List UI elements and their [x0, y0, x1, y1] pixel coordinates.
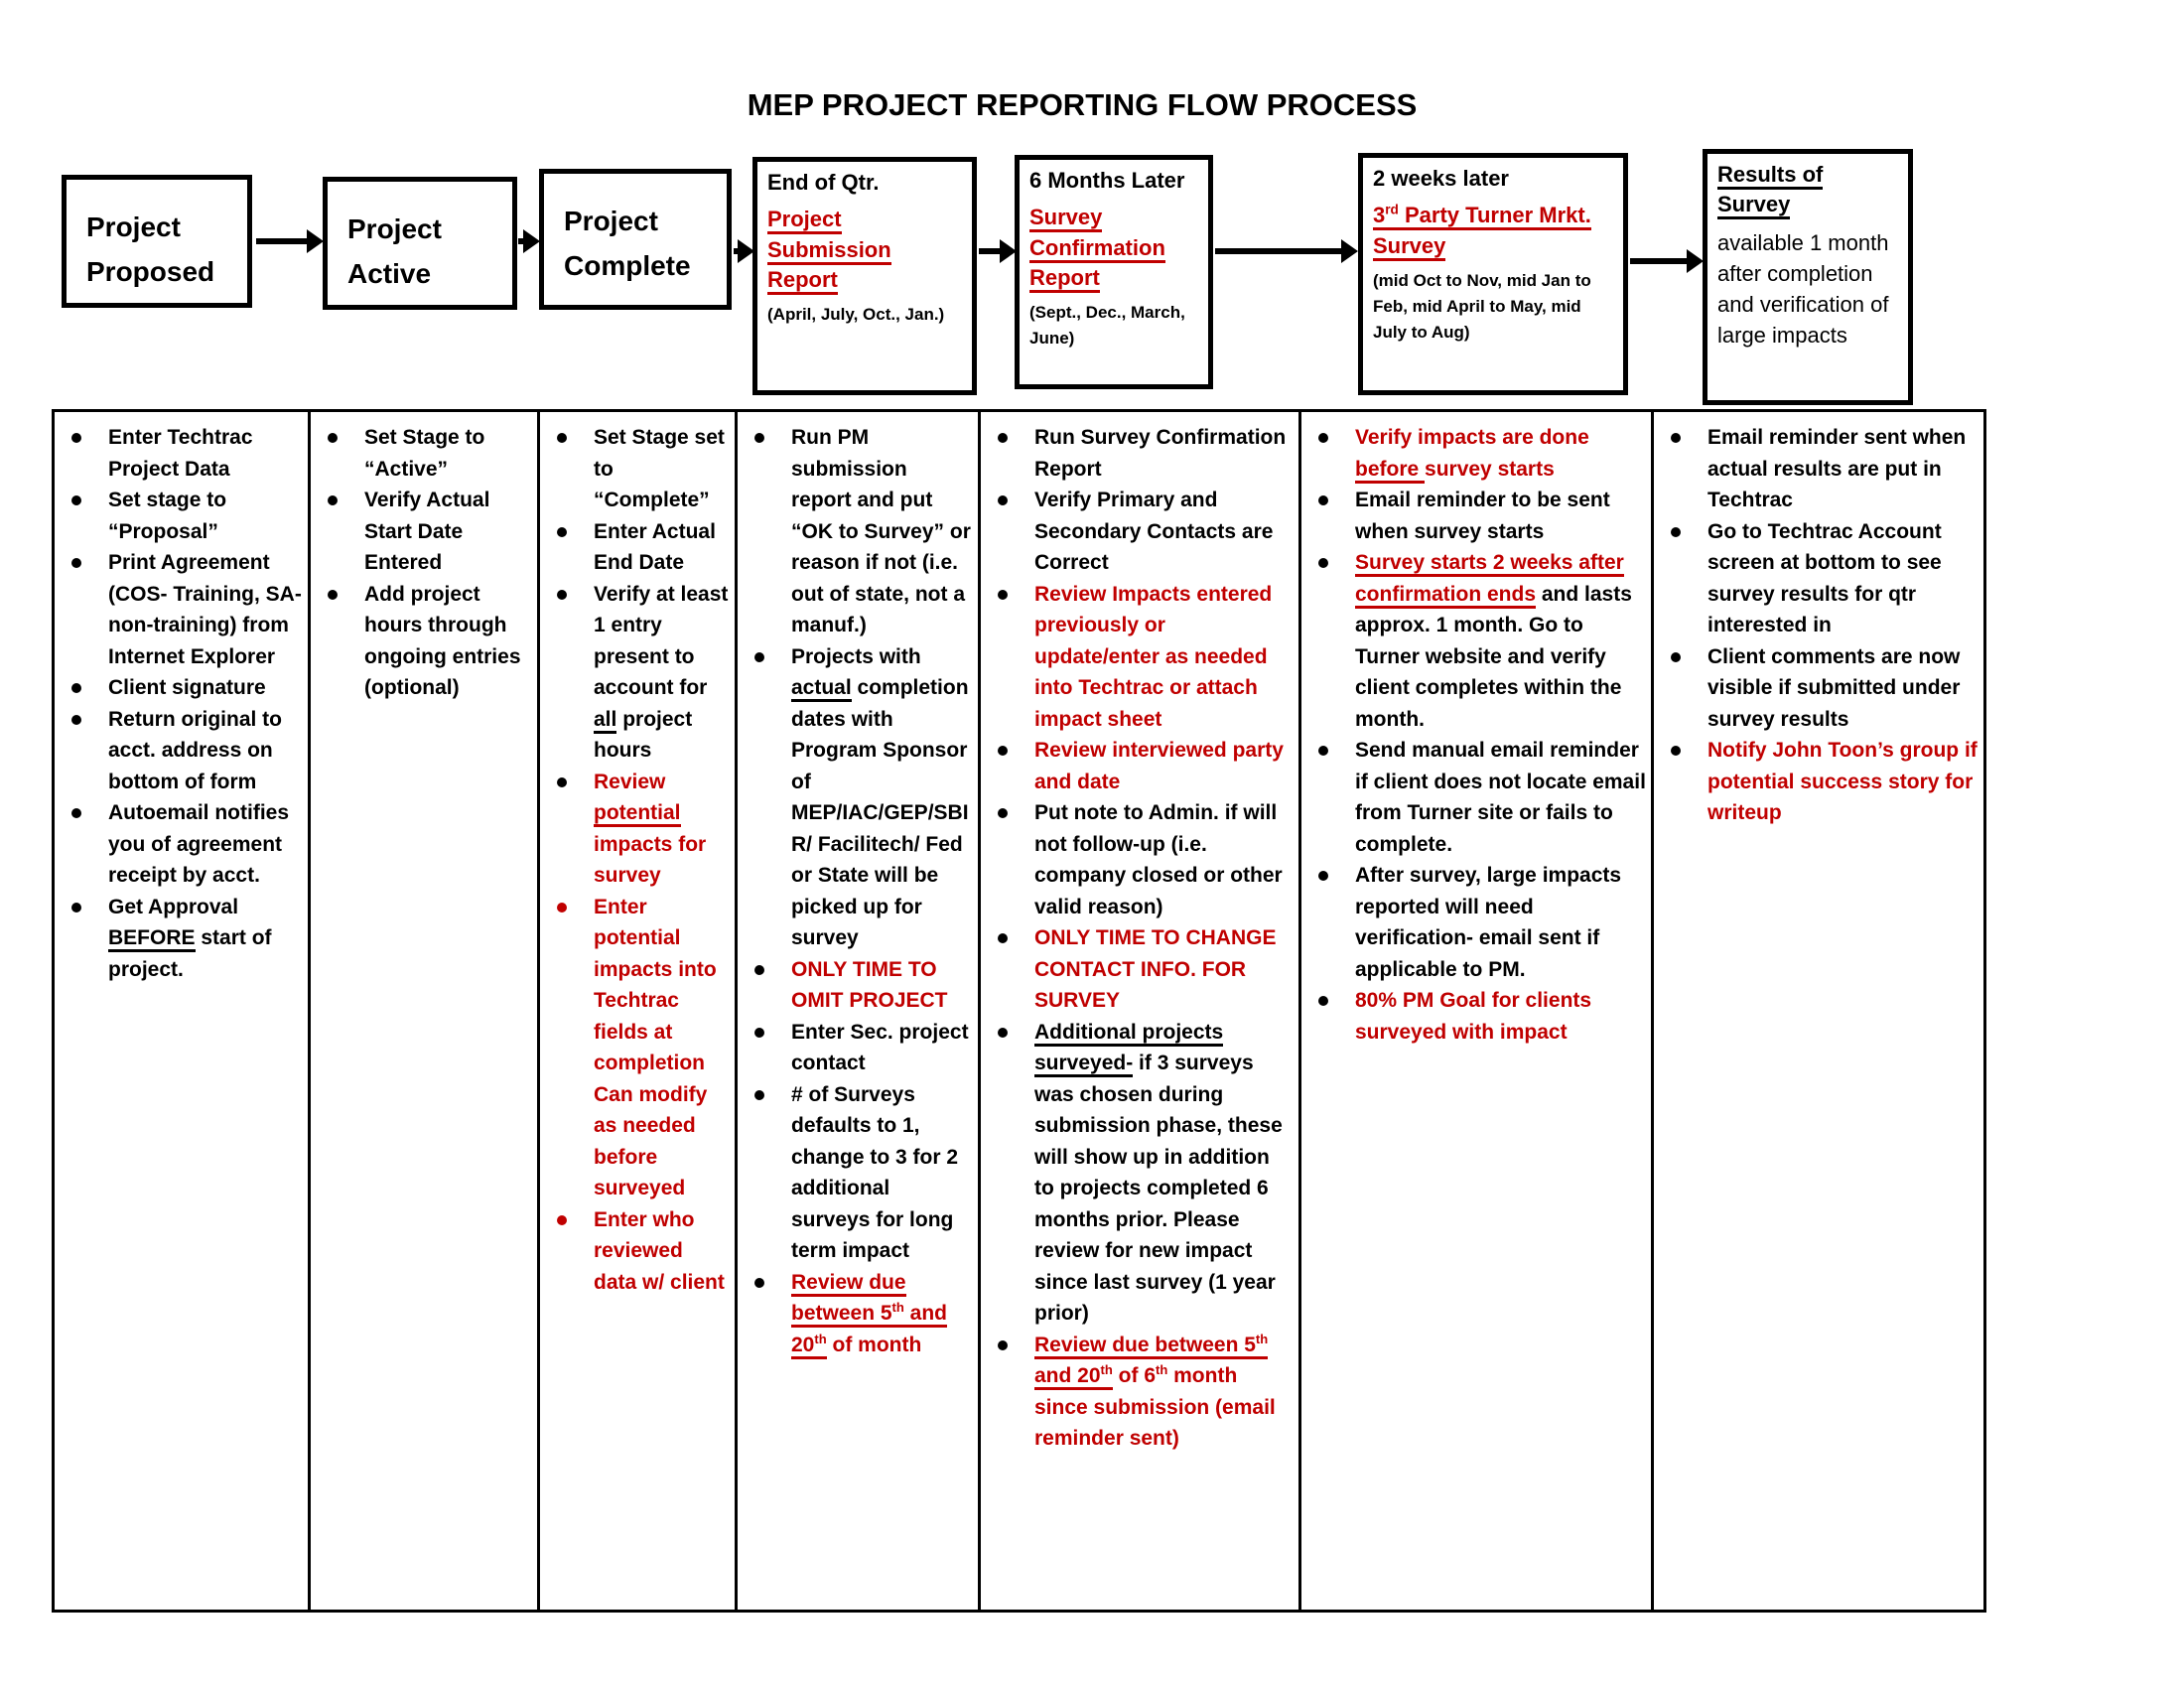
- bullet-text: ONLY TIME TO CHANGE CONTACT INFO. FOR SURVEY: [1034, 926, 1277, 1012]
- bullet-item: [981, 922, 1298, 1017]
- page-title: MEP PROJECT REPORTING FLOW PROCESS: [747, 87, 1418, 122]
- bullet-text: Survey starts 2 weeks after confirmation ends and lasts approx. 1 month. Go to Turner website and verify client completes within the month.: [1355, 551, 1632, 731]
- bullet-text: Run Survey Confirmation Report: [1034, 426, 1287, 481]
- bullet-marker: [754, 433, 764, 443]
- flow-box-project-proposed: [62, 175, 252, 308]
- bullet-item: [55, 672, 308, 704]
- bullet-marker: [328, 590, 338, 600]
- flow-arrow-6: [1630, 258, 1688, 264]
- bullet-marker: [328, 495, 338, 505]
- box-line: 3rd Party Turner Mrkt. Survey: [1373, 201, 1613, 261]
- box-line: (April, July, Oct., Jan.): [767, 305, 945, 325]
- bullet-text: Verify Primary and Secondary Contacts are Correct: [1034, 489, 1274, 574]
- bullet-marker: [557, 777, 567, 787]
- bullet-item: [1654, 422, 1983, 516]
- bullet-item: [55, 485, 308, 547]
- bullet-text: ONLY TIME TO OMIT PROJECT: [791, 957, 948, 1012]
- bullet-text: Enter Actual End Date: [594, 519, 716, 574]
- bullet-text: Email reminder to be sent when survey starts: [1355, 489, 1610, 543]
- column-end-of-qtr-steps: [738, 412, 981, 1610]
- flow-box-six-months-later: [1015, 155, 1213, 389]
- bullet-item: [540, 422, 735, 516]
- bullet-item: [55, 422, 308, 485]
- bullet-text: Set Stage to “Active”: [364, 426, 485, 481]
- bullet-item: [1654, 641, 1983, 736]
- bullet-text: Set Stage set to “Complete”: [594, 426, 725, 511]
- bullet-text: Review due between 5th and 20th of 6th month since submission (email reminder sent): [1034, 1331, 1276, 1450]
- bullet-text: Review potential impacts for survey: [594, 770, 707, 887]
- box-line: (mid Oct to Nov, mid Jan to Feb, mid April to May, mid July to Aug): [1373, 271, 1591, 342]
- bullet-item: [738, 422, 978, 641]
- bullet-item: [55, 797, 308, 892]
- bullet-marker: [557, 1215, 567, 1225]
- bullet-text: Client comments are now visible if submitted under survey results: [1707, 644, 1961, 731]
- flow-arrow-4: [979, 248, 1001, 254]
- bullet-item: [738, 1079, 978, 1267]
- bullet-marker: [1671, 746, 1681, 756]
- bullet-marker: [754, 1278, 764, 1288]
- bullet-item: [55, 547, 308, 672]
- bullet-item: [1301, 985, 1651, 1048]
- bullet-text: Projects with actual completion dates with Program Sponsor of MEP/IAC/GEP/SBIR/ Facilitech/ Fed or State will be picked up for survey: [791, 644, 969, 949]
- bullet-item: [981, 485, 1298, 579]
- steps-table: [52, 409, 1986, 1613]
- bullet-item: [738, 1017, 978, 1079]
- bullet-item: [738, 1267, 978, 1361]
- bullet-text: Review interviewed party and date: [1034, 739, 1284, 793]
- bullet-text: Enter who reviewed data w/ client: [594, 1207, 725, 1294]
- bullet-text: Return original to acct. address on bottom of form: [108, 707, 282, 793]
- flow-arrow-3: [734, 248, 739, 254]
- bullet-item: [1654, 735, 1983, 829]
- bullet-text: Notify John Toon’s group if potential success story for writeup: [1707, 739, 1978, 824]
- bullet-marker: [1671, 652, 1681, 662]
- bullet-text: Add project hours through ongoing entries (optional): [364, 582, 521, 699]
- bullet-text: After survey, large impacts reported will need verification- email sent if applicable to PM.: [1355, 864, 1622, 981]
- column-results-of-survey-steps: [1654, 412, 1983, 1610]
- bullet-item: [1654, 516, 1983, 641]
- bullet-text: Review due between 5th and 20th of month: [791, 1271, 947, 1359]
- bullet-text: Email reminder sent when actual results are put in Techtrac: [1707, 426, 1967, 511]
- bullet-text: # of Surveys defaults to 1, change to 3 for 2 additional surveys for long term impact: [791, 1082, 959, 1262]
- bullet-marker: [71, 715, 81, 725]
- box-line: Project Submission Report: [767, 205, 962, 295]
- bullet-marker: [998, 933, 1008, 943]
- bullet-text: Verify at least 1 entry present to account for all project hours: [594, 582, 729, 762]
- bullet-text: Enter Sec. project contact: [791, 1020, 969, 1074]
- bullet-item: [738, 641, 978, 954]
- bullet-marker: [998, 1028, 1008, 1038]
- bullet-text: Set stage to “Proposal”: [108, 489, 227, 543]
- bullet-text: Enter Techtrac Project Data: [108, 426, 253, 481]
- box-line: End of Qtr.: [767, 170, 880, 195]
- bullet-text: Run PM submission report and put “OK to Survey” or reason if not (i.e. out of state, not a manuf.): [791, 426, 971, 636]
- bullet-marker: [557, 527, 567, 537]
- bullet-text: Put note to Admin. if will not follow-up (i.e. company closed or other valid reason): [1034, 801, 1283, 918]
- bullet-item: [981, 579, 1298, 736]
- bullet-item: [1301, 547, 1651, 735]
- bullet-text: Verify Actual Start Date Entered: [364, 489, 490, 574]
- box-line: (Sept., Dec., March, June): [1029, 303, 1185, 349]
- bullet-text: Send manual email reminder if client does not locate email from Turner site or fails to complete.: [1355, 739, 1646, 856]
- bullet-item: [981, 422, 1298, 485]
- box-line: 6 Months Later: [1029, 168, 1185, 193]
- bullet-marker: [1318, 433, 1328, 443]
- bullet-item: [738, 954, 978, 1017]
- flow-box-two-weeks-later: [1358, 153, 1628, 395]
- bullet-marker: [71, 683, 81, 693]
- bullet-marker: [754, 1028, 764, 1038]
- box-line: available 1 month after completion and verification of large impacts: [1717, 229, 1889, 349]
- column-project-proposed-steps: [55, 412, 311, 1610]
- bullet-marker: [754, 652, 764, 662]
- bullet-item: [540, 516, 735, 579]
- bullet-item: [540, 579, 735, 767]
- bullet-marker: [1318, 495, 1328, 505]
- bullet-marker: [71, 495, 81, 505]
- bullet-item: [981, 1330, 1298, 1455]
- bullet-marker: [998, 746, 1008, 756]
- bullet-item: [540, 767, 735, 892]
- bullet-marker: [557, 433, 567, 443]
- bullet-text: Review Impacts entered previously or update/enter as needed into Techtrac or attach impact sheet: [1034, 582, 1273, 731]
- column-project-active-steps: [311, 412, 540, 1610]
- bullet-text: Autoemail notifies you of agreement receipt by acct.: [108, 801, 290, 887]
- bullet-marker: [998, 808, 1008, 818]
- bullet-marker: [1318, 996, 1328, 1006]
- bullet-item: [55, 704, 308, 798]
- bullet-item: [1301, 485, 1651, 547]
- bullet-marker: [754, 965, 764, 975]
- bullet-item: [540, 892, 735, 1204]
- bullet-text: Verify impacts are done before survey starts: [1355, 426, 1589, 484]
- bullet-text: Print Agreement (COS- Training, SA- non-training) from Internet Explorer: [108, 551, 302, 668]
- bullet-marker: [1671, 527, 1681, 537]
- bullet-item: [55, 892, 308, 986]
- bullet-marker: [71, 433, 81, 443]
- bullet-marker: [1671, 433, 1681, 443]
- flow-arrow-2: [518, 238, 524, 244]
- bullet-text: 80% PM Goal for clients surveyed with impact: [1355, 989, 1592, 1044]
- bullet-item: [540, 1204, 735, 1299]
- bullet-marker: [1318, 558, 1328, 568]
- flow-arrow-1: [256, 238, 308, 244]
- bullet-text: Go to Techtrac Account screen at bottom to see survey results for qtr interested in: [1707, 519, 1942, 636]
- flow-box-project-complete: [539, 169, 732, 310]
- bullet-item: [311, 422, 537, 485]
- bullet-item: [1301, 860, 1651, 985]
- bullet-marker: [754, 1090, 764, 1100]
- bullet-marker: [1318, 871, 1328, 881]
- box-line: Project Complete: [564, 206, 691, 281]
- bullet-text: Client signature: [108, 676, 266, 699]
- bullet-text: Additional projects surveyed- if 3 surveys was chosen during submission phase, these will show up in addition to projects completed 6 months prior. Please review for new impact since last survey (1 year prior): [1034, 1020, 1283, 1325]
- bullet-item: [981, 797, 1298, 922]
- bullet-marker: [1318, 746, 1328, 756]
- box-line: 2 weeks later: [1373, 166, 1509, 191]
- box-line: Results of Survey: [1717, 160, 1898, 220]
- bullet-item: [311, 579, 537, 704]
- bullet-marker: [998, 1340, 1008, 1350]
- bullet-marker: [998, 590, 1008, 600]
- bullet-item: [1301, 735, 1651, 860]
- bullet-marker: [557, 903, 567, 913]
- bullet-text: Enter potential impacts into Techtrac fields at completion Can modify as needed before surveyed: [594, 895, 717, 1199]
- bullet-marker: [71, 808, 81, 818]
- flow-box-end-of-qtr: [752, 157, 977, 395]
- column-six-months-later-steps: [981, 412, 1301, 1610]
- bullet-marker: [71, 558, 81, 568]
- box-line: Survey Confirmation Report: [1029, 203, 1198, 293]
- bullet-marker: [71, 903, 81, 913]
- bullet-item: [981, 1017, 1298, 1330]
- bullet-marker: [328, 433, 338, 443]
- bullet-marker: [998, 495, 1008, 505]
- box-line: Project Active: [347, 213, 442, 289]
- bullet-item: [1301, 422, 1651, 485]
- bullet-marker: [557, 590, 567, 600]
- bullet-marker: [998, 433, 1008, 443]
- flow-arrow-5: [1215, 248, 1342, 254]
- flow-box-project-active: [323, 177, 517, 310]
- box-line: Project Proposed: [86, 211, 215, 287]
- bullet-item: [311, 485, 537, 579]
- column-two-weeks-later-steps: [1301, 412, 1654, 1610]
- column-project-complete-steps: [540, 412, 738, 1610]
- bullet-text: Get Approval BEFORE start of project.: [108, 895, 272, 981]
- bullet-item: [981, 735, 1298, 797]
- flow-box-results-of-survey: [1703, 149, 1913, 405]
